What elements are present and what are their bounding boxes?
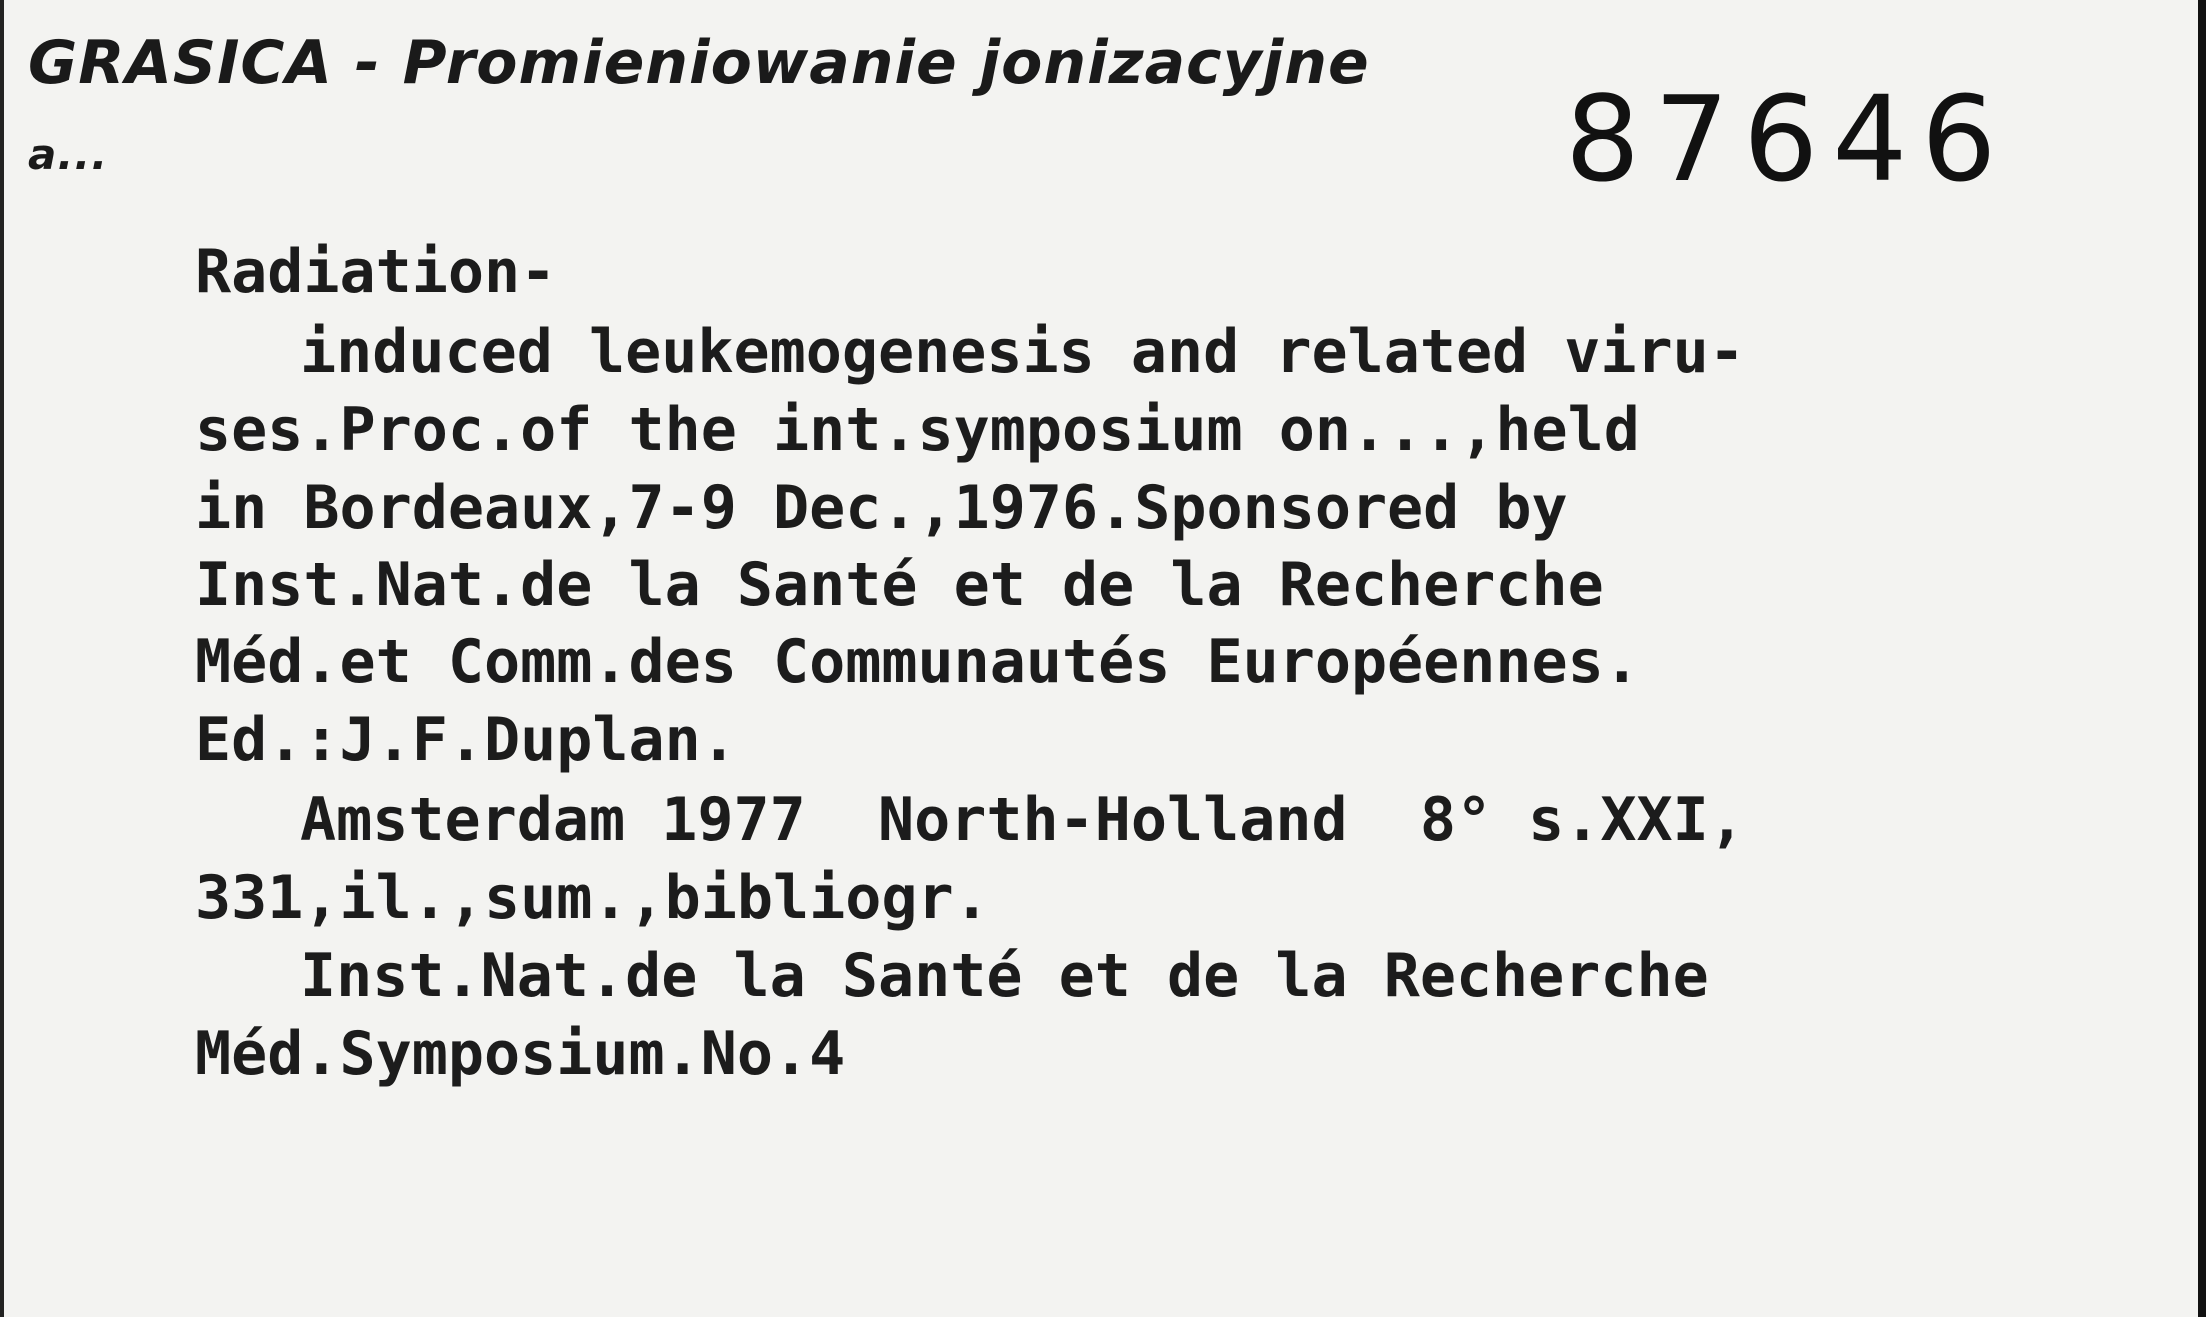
entry-line-8: Amsterdam 1977 North-Holland 8° s.XXI, (300, 785, 1745, 855)
entry-line-10: Inst.Nat.de la Santé et de la Recherche (300, 941, 1709, 1011)
handwritten-subject-continuation: a... (28, 130, 109, 179)
entry-line-7: Ed.:J.F.Duplan. (195, 705, 737, 775)
entry-line-4: in Bordeaux,7-9 Dec.,1976.Sponsored by (195, 473, 1568, 543)
card-number: 87646 (1565, 70, 2011, 208)
card-right-edge (2198, 0, 2206, 1317)
entry-line-11: Méd.Symposium.No.4 (195, 1019, 846, 1089)
entry-line-6: Méd.et Comm.des Communautés Européennes. (195, 627, 1640, 697)
entry-line-3: ses.Proc.of the int.symposium on...,held (195, 395, 1640, 465)
handwritten-subject-heading: GRASICA - Promieniowanie jonizacyjne (28, 28, 1370, 98)
entry-line-1: Radiation- (195, 237, 557, 307)
card-left-edge (0, 0, 4, 1317)
entry-line-9: 331,il.,sum.,bibliogr. (195, 863, 990, 933)
entry-line-5: Inst.Nat.de la Santé et de la Recherche (195, 550, 1604, 620)
entry-line-2: induced leukemogenesis and related viru- (300, 317, 1745, 387)
